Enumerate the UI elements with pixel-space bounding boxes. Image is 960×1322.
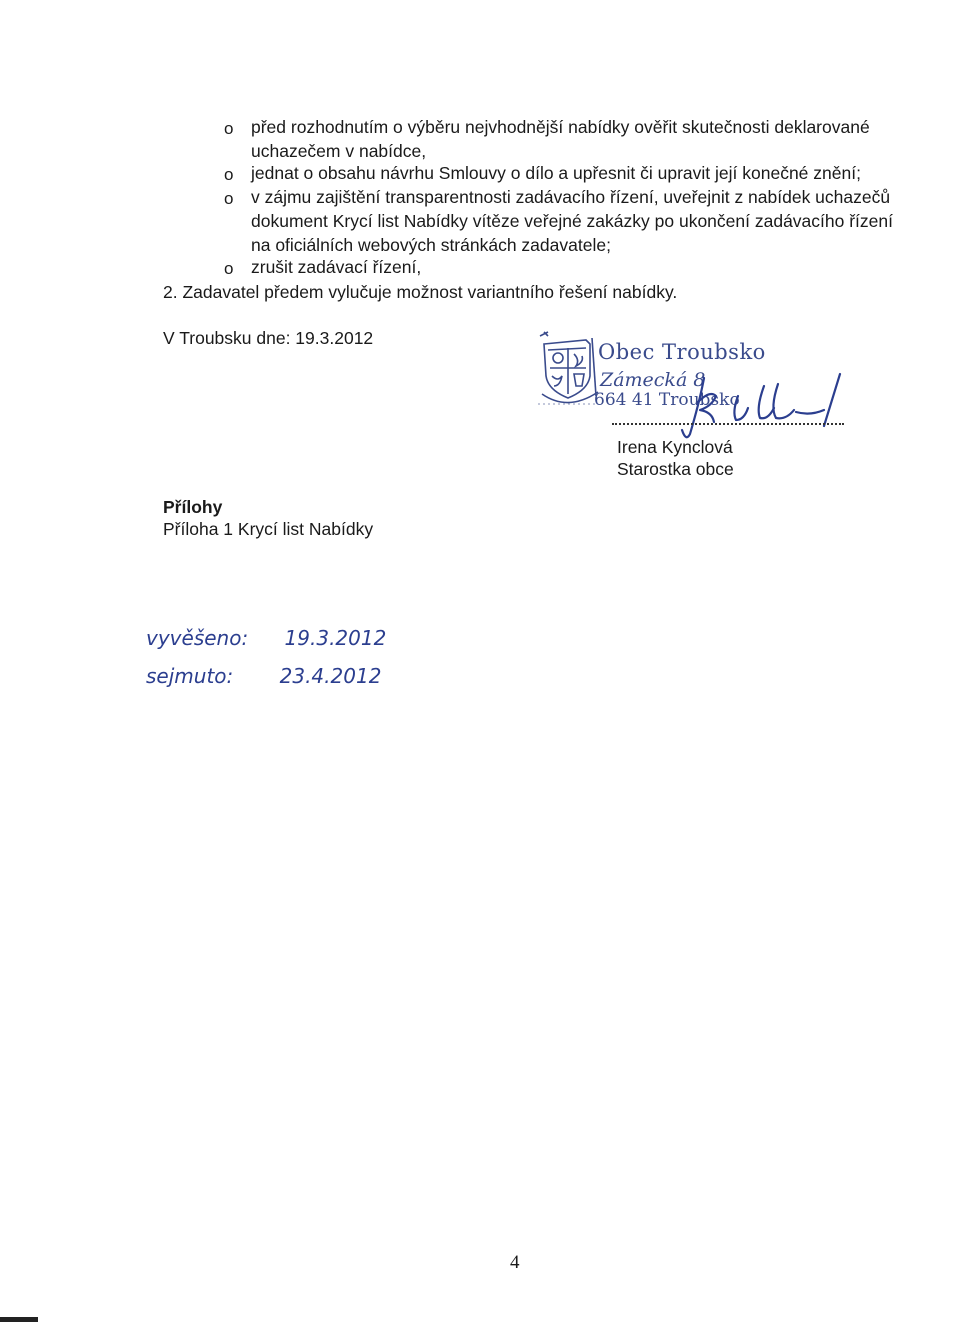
signatory-name: Irena Kynclová: [617, 437, 733, 457]
handwritten-posted-date: 19.3.2012: [284, 626, 387, 650]
handwritten-posted-label: vyvěšeno:: [146, 626, 249, 650]
signatory-title: Starostka obce: [617, 459, 734, 479]
numbered-item-2: 2. Zadavatel předem vylučuje možnost variantního řešení nabídky.: [163, 282, 678, 302]
list-item-3-line-2: dokument Krycí list Nabídky vítěze veřejné zakázky po ukončení zadávacího řízení: [251, 211, 893, 231]
attachments-heading: Přílohy: [163, 497, 223, 517]
list-item-3-line-3: na oficiálních webových stránkách zadavatele;: [251, 235, 611, 255]
list-item-1-line-2: uchazečem v nabídce,: [251, 141, 427, 161]
list-item-3-line-1: v zájmu zajištění transparentnosti zadávacího řízení, uveřejnit z nabídek uchazečů: [251, 187, 891, 207]
stamp-line-3: 664 41 Troubsko: [594, 390, 740, 410]
bullet-marker: o: [224, 165, 234, 184]
attachment-1: Příloha 1 Krycí list Nabídky: [163, 519, 374, 539]
bullet-marker: o: [224, 259, 234, 278]
handwritten-removed-label: sejmuto:: [146, 664, 234, 688]
handwritten-removed-date: 23.4.2012: [279, 664, 382, 688]
list-item-2-line-1: jednat o obsahu návrhu Smlouvy o dílo a upřesnit či upravit její konečné znění;: [251, 163, 861, 183]
list-item-4-line-1: zrušit zadávací řízení,: [251, 257, 422, 277]
list-item-1-line-1: před rozhodnutím o výběru nejvhodnější nabídky ověřit skutečnosti deklarované: [251, 117, 870, 137]
stamp-line-1: Obec Troubsko: [598, 340, 766, 364]
handwritten-removed: [146, 664, 381, 688]
bullet-marker: o: [224, 119, 234, 138]
scan-artifact: [0, 1317, 38, 1322]
signature-line: [612, 423, 844, 425]
coat-of-arms-icon: [540, 332, 598, 403]
page-number: 4: [510, 1252, 520, 1273]
place-and-date: V Troubsku dne: 19.3.2012: [163, 328, 374, 348]
handwritten-posted: [146, 626, 386, 650]
bullet-marker: o: [224, 189, 234, 208]
stamp-line-2: Zámecká 8: [600, 369, 706, 391]
